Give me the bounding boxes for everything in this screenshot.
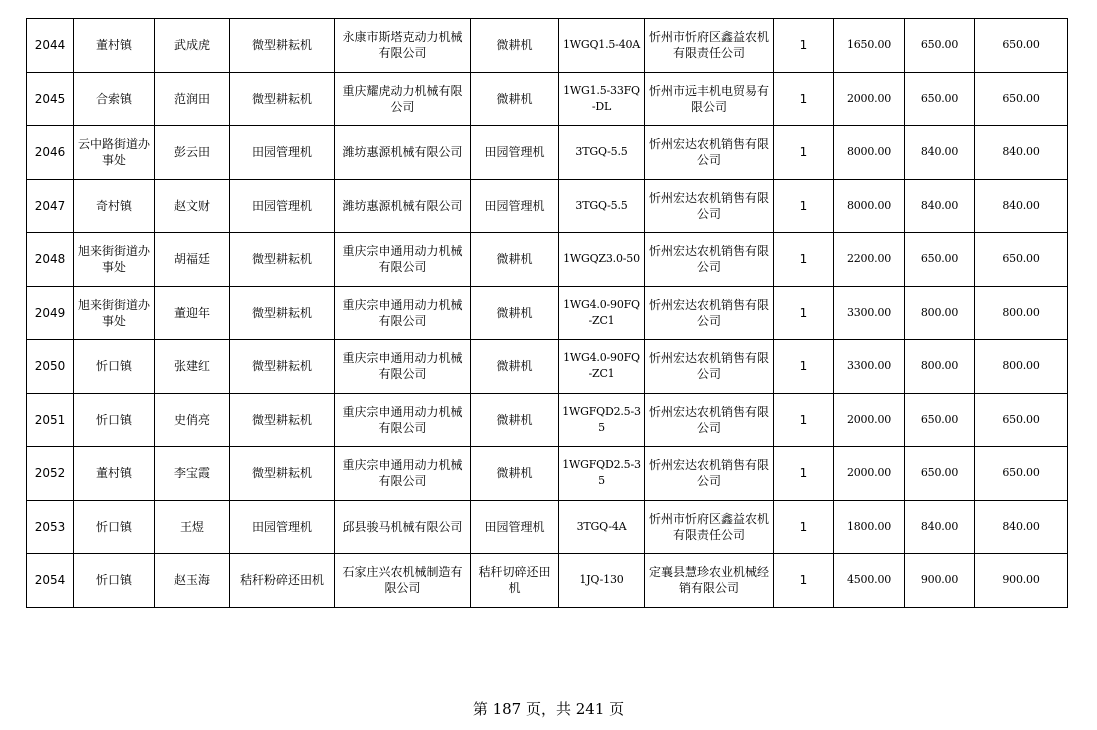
cell-unit-subsidy: 650.00 — [905, 233, 975, 287]
cell-model: 1WG1.5-33FQ-DL — [559, 72, 645, 126]
cell-town: 奇村镇 — [74, 179, 155, 233]
cell-serial: 2047 — [27, 179, 74, 233]
cell-total-subsidy: 650.00 — [975, 19, 1068, 73]
table-row — [27, 554, 1068, 608]
cell-serial: 2054 — [27, 554, 74, 608]
cell-model: 3TGQ-5.5 — [559, 126, 645, 180]
cell-unit-subsidy: 840.00 — [905, 126, 975, 180]
cell-buyer: 赵玉海 — [155, 554, 230, 608]
cell-quantity: 1 — [774, 393, 834, 447]
cell-total-subsidy: 650.00 — [975, 72, 1068, 126]
cell-product: 秸秆切碎还田机 — [471, 554, 559, 608]
cell-dealer: 忻州宏达农机销售有限公司 — [645, 233, 774, 287]
cell-manufacturer: 重庆耀虎动力机械有限公司 — [335, 72, 471, 126]
cell-category: 微型耕耘机 — [230, 286, 335, 340]
cell-buyer: 武成虎 — [155, 19, 230, 73]
cell-product: 微耕机 — [471, 447, 559, 501]
page-number-footer: 第 187 页，共 241 页 — [472, 700, 625, 718]
cell-dealer: 忻州宏达农机销售有限公司 — [645, 447, 774, 501]
cell-total-subsidy: 900.00 — [975, 554, 1068, 608]
cell-product: 微耕机 — [471, 286, 559, 340]
cell-quantity: 1 — [774, 286, 834, 340]
cell-price: 2200.00 — [834, 233, 905, 287]
cell-buyer: 彭云田 — [155, 126, 230, 180]
cell-town: 董村镇 — [74, 19, 155, 73]
cell-model: 1WG4.0-90FQ-ZC1 — [559, 286, 645, 340]
cell-product: 田园管理机 — [471, 179, 559, 233]
cell-model: 1WGQ1.5-40A — [559, 19, 645, 73]
cell-price: 8000.00 — [834, 179, 905, 233]
cell-serial: 2049 — [27, 286, 74, 340]
cell-category: 秸秆粉碎还田机 — [230, 554, 335, 608]
cell-unit-subsidy: 900.00 — [905, 554, 975, 608]
cell-product: 田园管理机 — [471, 126, 559, 180]
cell-category: 微型耕耘机 — [230, 19, 335, 73]
table-row — [27, 393, 1068, 447]
cell-serial: 2050 — [27, 340, 74, 394]
cell-model: 1WGFQD2.5-35 — [559, 447, 645, 501]
cell-model: 1WGFQD2.5-35 — [559, 393, 645, 447]
cell-category: 微型耕耘机 — [230, 72, 335, 126]
cell-buyer: 胡福廷 — [155, 233, 230, 287]
cell-dealer: 忻州市远丰机电贸易有限公司 — [645, 72, 774, 126]
cell-dealer: 忻州市忻府区鑫益农机有限责任公司 — [645, 19, 774, 73]
cell-quantity: 1 — [774, 19, 834, 73]
cell-price: 8000.00 — [834, 126, 905, 180]
cell-category: 田园管理机 — [230, 126, 335, 180]
cell-serial: 2046 — [27, 126, 74, 180]
cell-quantity: 1 — [774, 340, 834, 394]
cell-buyer: 董迎年 — [155, 286, 230, 340]
cell-total-subsidy: 840.00 — [975, 500, 1068, 554]
cell-model: 1JQ-130 — [559, 554, 645, 608]
cell-total-subsidy: 840.00 — [975, 126, 1068, 180]
cell-town: 忻口镇 — [74, 500, 155, 554]
cell-category: 田园管理机 — [230, 179, 335, 233]
table-row — [27, 19, 1068, 73]
cell-dealer: 忻州宏达农机销售有限公司 — [645, 393, 774, 447]
cell-model: 3TGQ-4A — [559, 500, 645, 554]
cell-quantity: 1 — [774, 500, 834, 554]
cell-dealer: 忻州宏达农机销售有限公司 — [645, 126, 774, 180]
cell-buyer: 赵文财 — [155, 179, 230, 233]
cell-town: 云中路街道办事处 — [74, 126, 155, 180]
cell-price: 2000.00 — [834, 447, 905, 501]
table-row — [27, 72, 1068, 126]
cell-price: 4500.00 — [834, 554, 905, 608]
cell-quantity: 1 — [774, 554, 834, 608]
cell-product: 微耕机 — [471, 233, 559, 287]
cell-category: 田园管理机 — [230, 500, 335, 554]
cell-product: 微耕机 — [471, 393, 559, 447]
cell-category: 微型耕耘机 — [230, 393, 335, 447]
cell-model: 1WG4.0-90FQ-ZC1 — [559, 340, 645, 394]
cell-product: 微耕机 — [471, 72, 559, 126]
table-row — [27, 340, 1068, 394]
cell-dealer: 忻州宏达农机销售有限公司 — [645, 340, 774, 394]
cell-unit-subsidy: 650.00 — [905, 72, 975, 126]
cell-quantity: 1 — [774, 233, 834, 287]
cell-buyer: 王煜 — [155, 500, 230, 554]
cell-town: 合索镇 — [74, 72, 155, 126]
cell-dealer: 定襄县慧珍农业机械经销有限公司 — [645, 554, 774, 608]
cell-product: 微耕机 — [471, 340, 559, 394]
table-row — [27, 447, 1068, 501]
cell-town: 忻口镇 — [74, 393, 155, 447]
cell-total-subsidy: 650.00 — [975, 447, 1068, 501]
cell-serial: 2052 — [27, 447, 74, 501]
cell-buyer: 张建红 — [155, 340, 230, 394]
cell-unit-subsidy: 650.00 — [905, 447, 975, 501]
cell-price: 2000.00 — [834, 72, 905, 126]
cell-unit-subsidy: 840.00 — [905, 179, 975, 233]
cell-serial: 2051 — [27, 393, 74, 447]
cell-manufacturer: 潍坊惠源机械有限公司 — [335, 126, 471, 180]
table-row — [27, 286, 1068, 340]
cell-unit-subsidy: 800.00 — [905, 340, 975, 394]
cell-quantity: 1 — [774, 72, 834, 126]
cell-dealer: 忻州宏达农机销售有限公司 — [645, 286, 774, 340]
table-row — [27, 126, 1068, 180]
cell-buyer: 史俏亮 — [155, 393, 230, 447]
cell-total-subsidy: 800.00 — [975, 340, 1068, 394]
table-row — [27, 233, 1068, 287]
cell-town: 旭来街街道办事处 — [74, 233, 155, 287]
table-row — [27, 500, 1068, 554]
cell-quantity: 1 — [774, 179, 834, 233]
cell-model: 1WGQZ3.0-50 — [559, 233, 645, 287]
cell-manufacturer: 永康市斯塔克动力机械有限公司 — [335, 19, 471, 73]
cell-category: 微型耕耘机 — [230, 233, 335, 287]
cell-town: 董村镇 — [74, 447, 155, 501]
cell-quantity: 1 — [774, 447, 834, 501]
cell-manufacturer: 邱县骏马机械有限公司 — [335, 500, 471, 554]
cell-manufacturer: 重庆宗申通用动力机械有限公司 — [335, 393, 471, 447]
cell-model: 3TGQ-5.5 — [559, 179, 645, 233]
cell-town: 旭来街街道办事处 — [74, 286, 155, 340]
cell-price: 1650.00 — [834, 19, 905, 73]
cell-serial: 2048 — [27, 233, 74, 287]
cell-dealer: 忻州市忻府区鑫益农机有限责任公司 — [645, 500, 774, 554]
cell-manufacturer: 石家庄兴农机械制造有限公司 — [335, 554, 471, 608]
cell-manufacturer: 重庆宗申通用动力机械有限公司 — [335, 286, 471, 340]
cell-town: 忻口镇 — [74, 340, 155, 394]
cell-serial: 2045 — [27, 72, 74, 126]
cell-price: 3300.00 — [834, 340, 905, 394]
cell-unit-subsidy: 650.00 — [905, 19, 975, 73]
cell-total-subsidy: 650.00 — [975, 393, 1068, 447]
cell-serial: 2053 — [27, 500, 74, 554]
cell-unit-subsidy: 800.00 — [905, 286, 975, 340]
cell-dealer: 忻州宏达农机销售有限公司 — [645, 179, 774, 233]
table-row — [27, 179, 1068, 233]
cell-serial: 2044 — [27, 19, 74, 73]
cell-buyer: 李宝霞 — [155, 447, 230, 501]
cell-buyer: 范润田 — [155, 72, 230, 126]
cell-product: 田园管理机 — [471, 500, 559, 554]
cell-total-subsidy: 800.00 — [975, 286, 1068, 340]
cell-manufacturer: 重庆宗申通用动力机械有限公司 — [335, 447, 471, 501]
cell-town: 忻口镇 — [74, 554, 155, 608]
cell-price: 3300.00 — [834, 286, 905, 340]
cell-quantity: 1 — [774, 126, 834, 180]
cell-category: 微型耕耘机 — [230, 447, 335, 501]
cell-total-subsidy: 840.00 — [975, 179, 1068, 233]
cell-product: 微耕机 — [471, 19, 559, 73]
cell-category: 微型耕耘机 — [230, 340, 335, 394]
cell-manufacturer: 重庆宗申通用动力机械有限公司 — [335, 340, 471, 394]
cell-total-subsidy: 650.00 — [975, 233, 1068, 287]
table-body — [27, 19, 1068, 608]
cell-price: 1800.00 — [834, 500, 905, 554]
cell-manufacturer: 重庆宗申通用动力机械有限公司 — [335, 233, 471, 287]
cell-price: 2000.00 — [834, 393, 905, 447]
cell-unit-subsidy: 840.00 — [905, 500, 975, 554]
subsidy-table — [26, 18, 1068, 608]
cell-manufacturer: 潍坊惠源机械有限公司 — [335, 179, 471, 233]
cell-unit-subsidy: 650.00 — [905, 393, 975, 447]
